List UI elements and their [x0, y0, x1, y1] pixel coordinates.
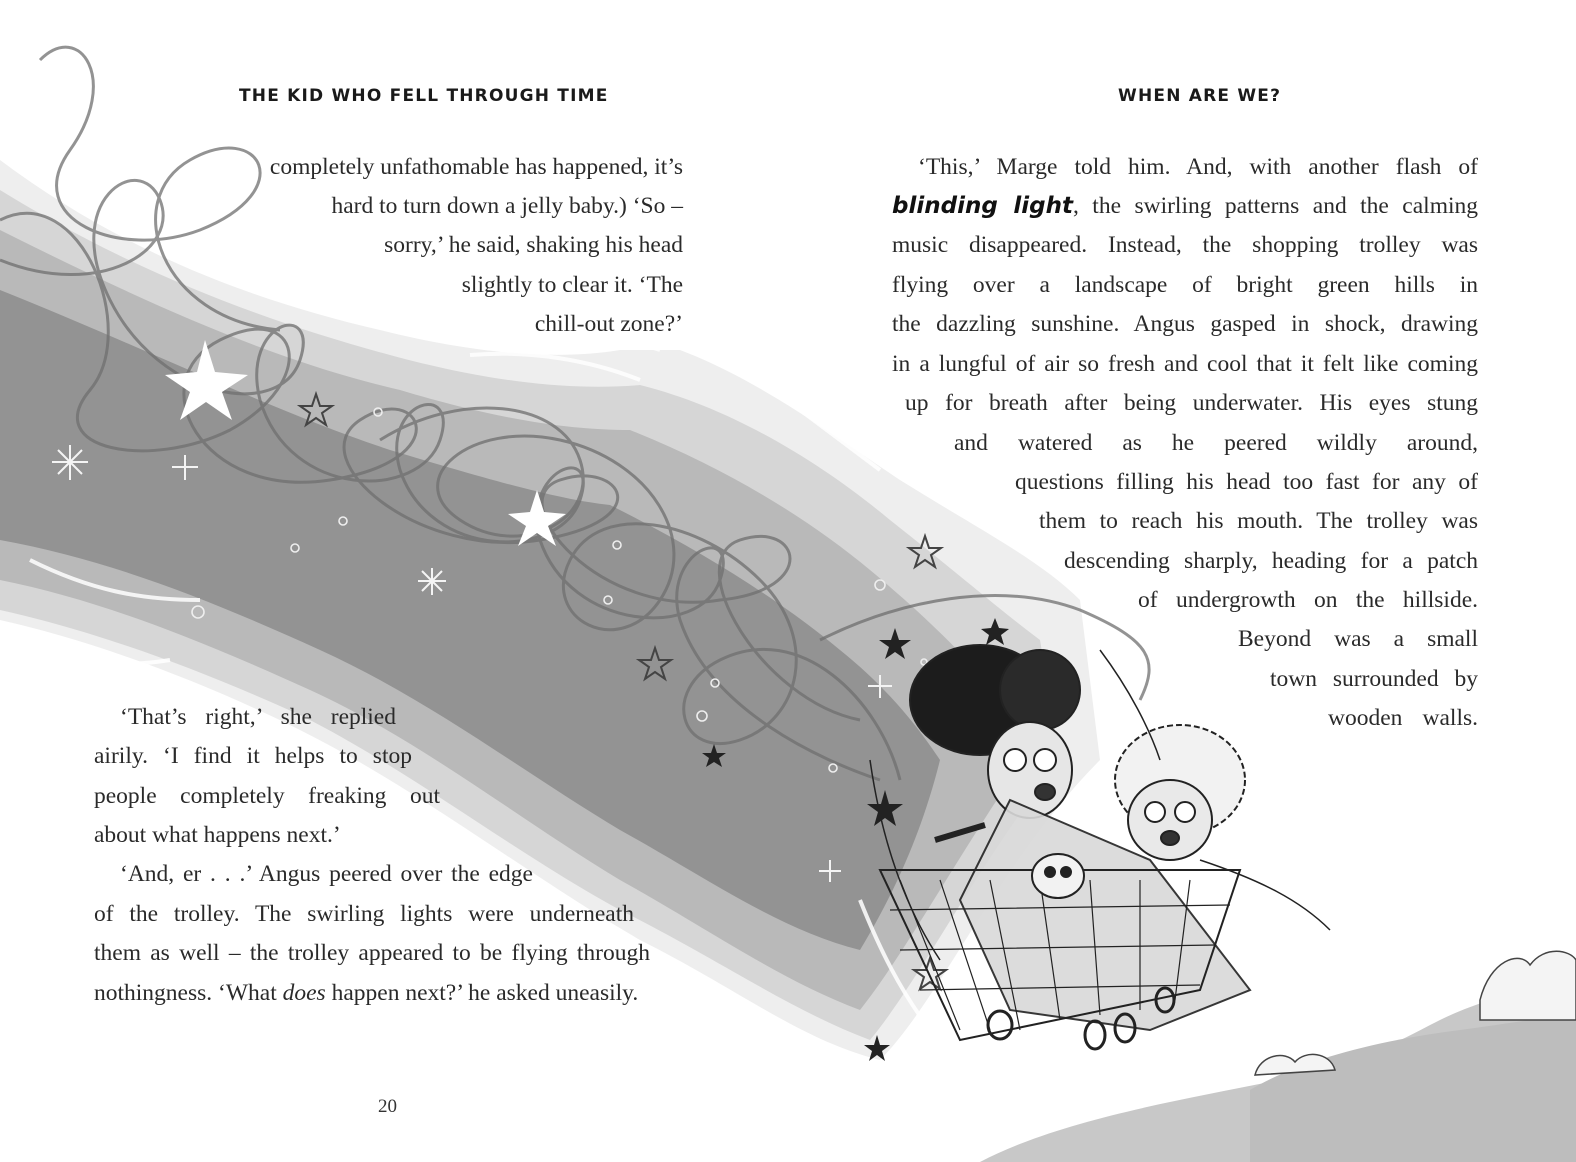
- text-line: people completely freaking out: [94, 783, 440, 809]
- text-line: slightly to clear it. ‘The: [461, 272, 683, 298]
- text-line: sorry,’ he said, shaking his head: [384, 232, 683, 258]
- text-line: the dazzling sunshine. Angus gasped in shock, drawing: [892, 311, 1478, 337]
- text-line: about what happens next.’: [94, 822, 341, 848]
- running-head-left: THE KID WHO FELL THROUGH TIME: [239, 86, 609, 106]
- text-line: chill-out zone?’: [534, 311, 683, 337]
- running-head-right: WHEN ARE WE?: [1118, 86, 1282, 106]
- text-line: music disappeared. Instead, the shopping trolley was: [892, 232, 1478, 258]
- text-line: them to reach his mouth. The trolley was: [1039, 508, 1478, 534]
- text-line: and watered as he peered wildly around,: [954, 430, 1478, 456]
- text-line: of the trolley. The swirling lights were underneath: [94, 901, 634, 927]
- text-run: nothingness. ‘What: [94, 980, 283, 1006]
- text-run: , the swirling patterns and the calming: [1072, 193, 1479, 219]
- text-line: Beyond was a small: [1238, 626, 1478, 652]
- text-line: wooden walls.: [1328, 705, 1478, 731]
- text-line: up for breath after being underwater. His eyes stung: [905, 390, 1478, 416]
- text-line: ‘That’s right,’ she replied: [120, 704, 396, 730]
- page-number: 20: [378, 1096, 397, 1117]
- text-line: descending sharply, heading for a patch: [1064, 548, 1478, 574]
- text-line: hard to turn down a jelly baby.) ‘So –: [331, 193, 683, 219]
- text-line: airily. ‘I find it helps to stop: [94, 743, 412, 769]
- text-line-display: [892, 187, 1478, 226]
- text-line: flying over a landscape of bright green hills in: [892, 272, 1478, 298]
- text-line: ‘And, er . . .’ Angus peered over the edge: [120, 861, 533, 887]
- text-line: questions filling his head too fast for any of: [1015, 469, 1478, 495]
- text-line-last: [94, 974, 638, 1013]
- display-phrase: blinding light: [892, 193, 1073, 219]
- text-line: completely unfathomable has happened, it’s: [269, 154, 683, 180]
- text-line: them as well – the trolley appeared to be flying through: [94, 940, 650, 966]
- emphasis-word: does: [282, 980, 326, 1006]
- text-line: ‘This,’ Marge told him. And, with another flash of: [918, 154, 1478, 180]
- text-line: town surrounded by: [1270, 666, 1478, 692]
- text-line: of undergrowth on the hillside.: [1138, 587, 1478, 613]
- text-run: happen next?’ he asked uneasily.: [325, 980, 639, 1006]
- text-line: in a lungful of air so fresh and cool that it felt like coming: [892, 351, 1478, 377]
